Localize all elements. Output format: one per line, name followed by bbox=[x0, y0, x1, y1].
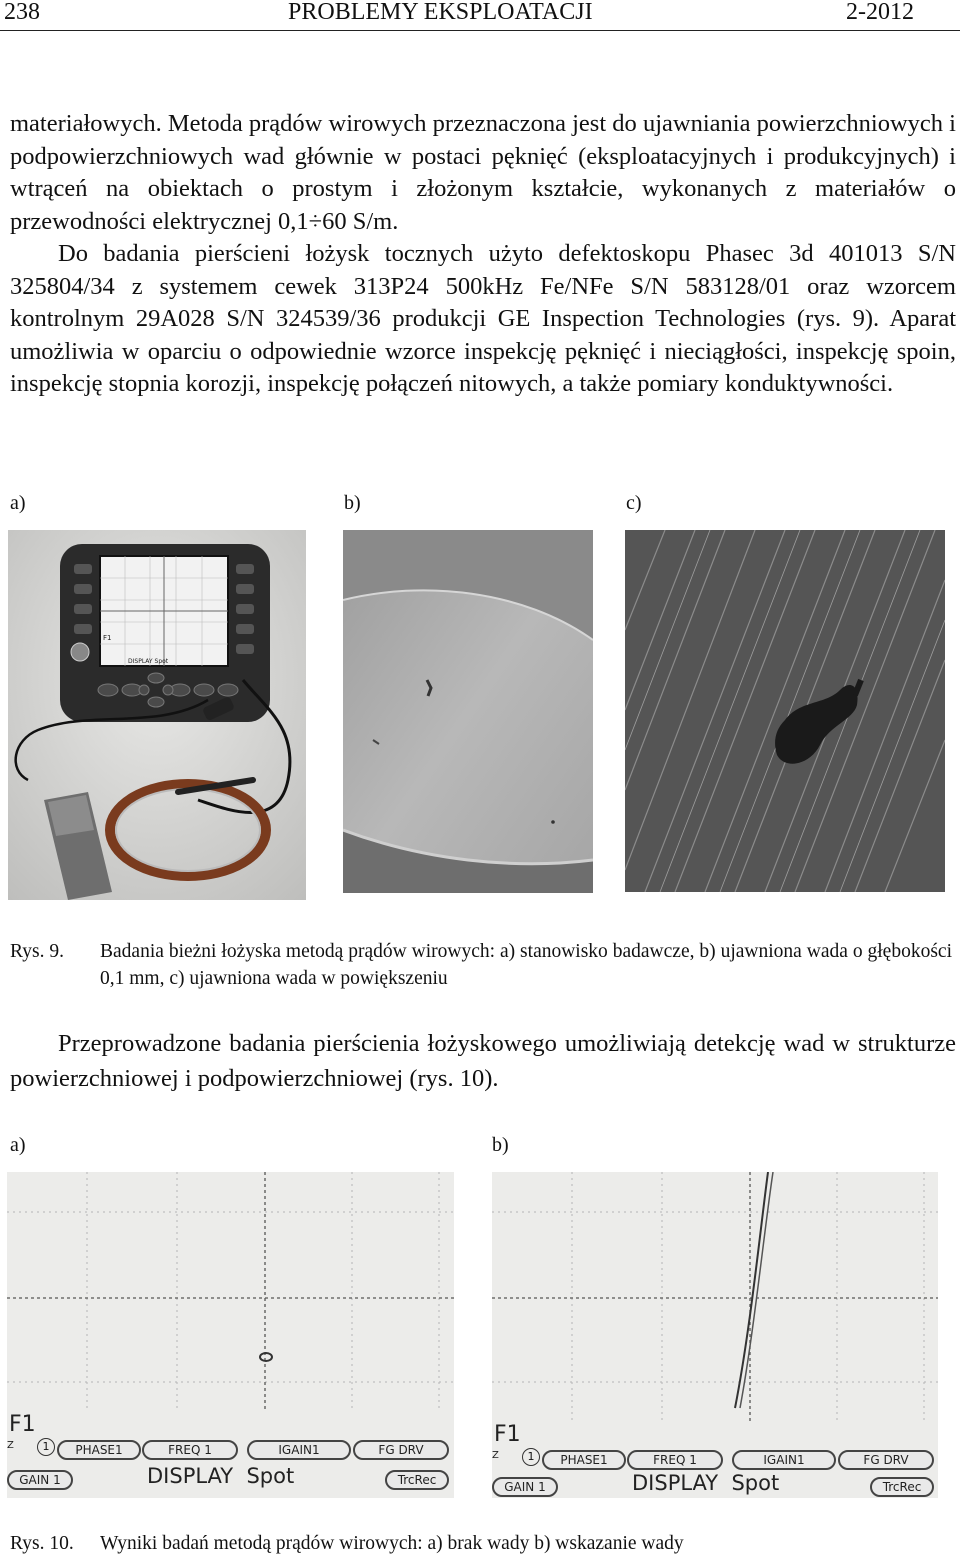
display-mode-label: DISPLAY Spot bbox=[632, 1471, 780, 1495]
fig9b-defect-photo bbox=[343, 530, 593, 893]
spot-indicator bbox=[260, 1353, 272, 1361]
trcrec-pill: TrcRec bbox=[870, 1477, 934, 1497]
f1-label: F1 bbox=[9, 1412, 36, 1437]
issue-number: 2-2012 bbox=[846, 0, 914, 25]
fig10b-screen-defect-indication bbox=[492, 1172, 938, 1498]
fig9-label-c: c) bbox=[626, 492, 642, 514]
test-station-illustration bbox=[8, 530, 306, 900]
fig10a-screen-no-defect bbox=[7, 1172, 454, 1498]
igain-pill: IGAIN1 bbox=[247, 1440, 351, 1460]
body-text-top bbox=[10, 108, 956, 401]
page-number: 238 bbox=[4, 0, 40, 25]
fig10-label-a: a) bbox=[10, 1134, 26, 1156]
magnified-surface-illustration bbox=[625, 530, 945, 892]
z-label: Z bbox=[492, 1450, 499, 1461]
gain-pill: GAIN 1 bbox=[492, 1477, 558, 1497]
freq-pill: FREQ 1 bbox=[627, 1450, 723, 1470]
display-mode-label: DISPLAY Spot bbox=[147, 1464, 295, 1488]
freq-pill: FREQ 1 bbox=[142, 1440, 238, 1460]
paragraph-1: materiałowych. Metoda prądów wirowych przeznaczona jest do ujawniania powierzchniowych i podpowierzchniowych wad głównie w postaci pęknięć (eksploatacyjnych i produkcyjnych) i wtrąceń na obiektach o prostym i złożonym kształcie, wykonanych z materiałów o przewodności elektrycznej 0,1÷60 S/m. bbox=[10, 110, 956, 235]
fgdrv-pill: FG DRV bbox=[353, 1440, 449, 1460]
journal-title: PROBLEMY EKSPLOATACJI bbox=[288, 0, 593, 25]
fig9-caption-number: Rys. 9. bbox=[10, 941, 64, 962]
fig9a-test-station-photo bbox=[8, 530, 306, 900]
defect-surface-illustration bbox=[343, 530, 593, 893]
f1-label: F1 bbox=[494, 1422, 521, 1447]
device-f1-text: F1 bbox=[103, 634, 112, 642]
fig9-label-a: a) bbox=[10, 492, 26, 514]
phase-pill: PHASE1 bbox=[57, 1440, 141, 1460]
device-display-text: DISPLAY Spot bbox=[128, 658, 169, 665]
defect-trace bbox=[735, 1172, 768, 1408]
fig10-caption-text: Wyniki badań metodą prądów wirowych: a) brak wady b) wskazanie wady bbox=[100, 1533, 684, 1554]
channel-one-badge: 1 bbox=[37, 1438, 55, 1456]
channel-one-badge: 1 bbox=[522, 1448, 540, 1466]
fig9c-magnified-defect-photo bbox=[625, 530, 945, 892]
paragraph-2: Do badania pierścieni łożysk tocznych użyto defektoskopu Phasec 3d 401013 S/N 325804/34 z systemem cewek 313P24 500kHz Fe/NFe S/N 583128/01 oraz wzorcem kontrolnym 29A028 S/N 324539/36 produkcji GE Inspection Technologies (rys. 9). Aparat umożliwia w oparciu o odpowiednie wzorce inspekcję pęknięć i nieciągłości, inspekcję spoin, inspekcję stopnia korozji, inspekcję połączeń nitowych, a także pomiary konduktywności. bbox=[10, 240, 956, 397]
fgdrv-pill: FG DRV bbox=[838, 1450, 934, 1470]
fig10-label-b: b) bbox=[492, 1134, 509, 1156]
fig10-caption-number: Rys. 10. bbox=[10, 1533, 74, 1554]
running-header bbox=[0, 0, 960, 31]
z-label: Z bbox=[7, 1440, 14, 1451]
fig9-caption-text: Badania bieżni łożyska metodą prądów wirowych: a) stanowisko badawcze, b) ujawniona wada o głębokości 0,1 mm, c) ujawniona wada w powiększeniu bbox=[100, 941, 952, 989]
fig9-label-b: b) bbox=[344, 492, 361, 514]
gain-pill: GAIN 1 bbox=[7, 1470, 73, 1490]
paragraph-3: Przeprowadzone badania pierścienia łożyskowego umożliwiają detekcję wad w strukturze powierzchniowej i podpowierzchniowej (rys. 10). bbox=[10, 1030, 956, 1092]
body-text-bottom bbox=[10, 1026, 956, 1096]
trcrec-pill: TrcRec bbox=[385, 1470, 449, 1490]
phase-pill: PHASE1 bbox=[542, 1450, 626, 1470]
igain-pill: IGAIN1 bbox=[732, 1450, 836, 1470]
